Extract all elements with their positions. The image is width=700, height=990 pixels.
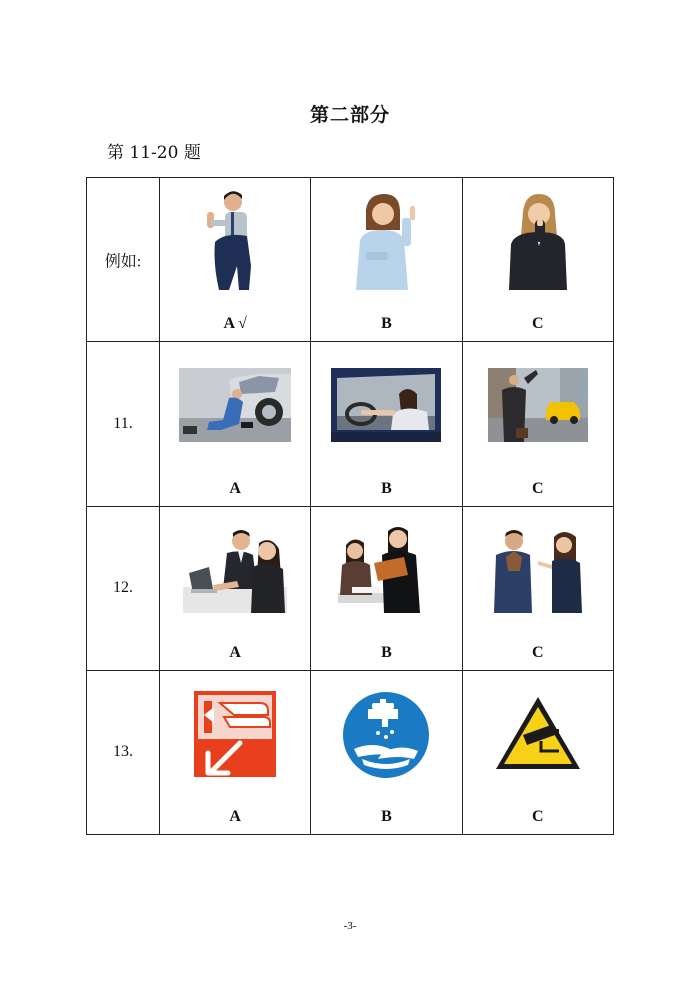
option-letter: C (532, 643, 544, 661)
option-cell-b[interactable] (311, 178, 462, 342)
cctv-camera-warning-sign-icon (493, 693, 583, 773)
question-number: 13. (113, 743, 133, 761)
row-label-cell (87, 178, 160, 342)
section-title: 第二部分 (309, 104, 390, 126)
woman-pointing-photo (352, 190, 420, 290)
row-label-cell (87, 670, 160, 834)
option-letter: C (532, 479, 544, 497)
option-letter: C (532, 808, 544, 825)
option-cell-b[interactable] (311, 670, 462, 834)
option-cell-a[interactable] (160, 178, 311, 342)
option-letter: A (229, 643, 241, 661)
option-cell-a[interactable] (160, 342, 311, 506)
option-letter: C (532, 315, 544, 333)
women-reviewing-documents-photo (338, 525, 434, 613)
wash-hands-sign-icon (342, 691, 430, 779)
option-cell-c[interactable] (462, 342, 613, 506)
option-cell-c[interactable] (462, 670, 613, 834)
option-letter: B (381, 643, 392, 661)
page-number: -3- (343, 920, 357, 932)
example-row (87, 178, 614, 342)
question-range-heading: 第 11-20 题 (107, 143, 201, 163)
option-cell-a[interactable] (160, 506, 311, 670)
mechanic-changing-tire-photo (179, 368, 291, 442)
option-cell-c[interactable] (462, 506, 613, 670)
option-cell-a[interactable] (160, 670, 311, 834)
row-label-cell (87, 342, 160, 506)
man-and-woman-arguing-photo (488, 527, 588, 613)
question-row-11 (87, 342, 614, 506)
emergency-exit-sign-icon (194, 691, 276, 777)
option-letter: B (381, 479, 392, 497)
option-letter: A (229, 808, 241, 825)
option-letter: B (381, 315, 392, 333)
call-center-workers-photo (183, 527, 287, 613)
picture-choice-table (86, 177, 614, 835)
row-label: 例如: (104, 253, 142, 271)
option-letter: A √ (223, 315, 247, 333)
option-letter: B (381, 808, 392, 825)
man-waving-photo (205, 186, 265, 294)
question-row-12 (87, 506, 614, 670)
option-cell-b[interactable] (311, 342, 462, 506)
option-letter: A (229, 479, 241, 497)
question-row-13 (87, 670, 614, 834)
woman-driving-photo (331, 368, 441, 442)
question-number: 12. (113, 579, 133, 597)
option-cell-b[interactable] (311, 506, 462, 670)
row-label-cell (87, 506, 160, 670)
option-cell-c[interactable] (462, 178, 613, 342)
question-number: 11. (113, 414, 133, 432)
businesswoman-thinking-photo (505, 190, 571, 290)
man-hailing-taxi-photo (488, 368, 588, 442)
